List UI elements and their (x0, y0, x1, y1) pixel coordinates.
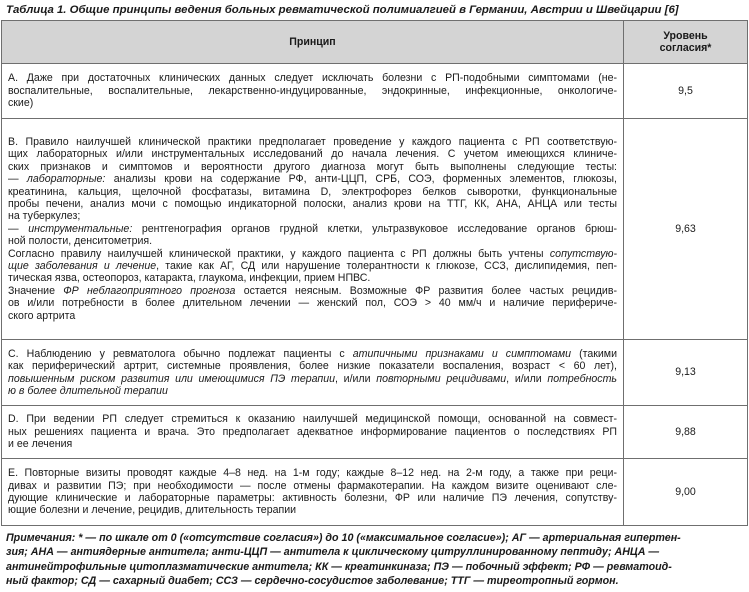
principle-e-line-4: ющие болезни и лечение, рецидив, длительность терапии (8, 504, 297, 517)
table-row-a (2, 64, 748, 119)
principle-b-line-6: пробы печени, анализ мочи с помощью индикаторной полоски, анализ крови на ТТГ, КК, АНА, АНЦА или тесты (8, 197, 617, 210)
and-or-text-1: , и/или (335, 372, 377, 385)
laboratory-tests-text: анализы крови на содержание РФ, анти-ЦЦП, СРБ, СОЭ, форменных элементов, глюкозы, (105, 173, 617, 186)
laboratory-label: лабораторные: (26, 173, 106, 186)
principle-c-cell (2, 340, 624, 406)
atypical-signs-label: атипичными признаками и симптомами (352, 347, 571, 360)
principles-table (1, 20, 748, 526)
principle-d-line-2: ных решениях пациента и врача. Это предполагает адекватное информирование пациентов о последствиях РП (8, 425, 617, 438)
principle-b-line-15: ского артрита (8, 309, 76, 322)
agreement-a-value: 9,5 (624, 64, 748, 119)
table-row-e (2, 459, 748, 526)
notes-line-2: зия; АНА — антиядерные антитела; анти-ЦЦП — антитела к циклическому цитруллинированному пептиду; АНЦА — (6, 546, 660, 559)
agreement-b-value: 9,63 (624, 119, 748, 340)
principle-e-cell (2, 459, 624, 526)
longer-therapy-label-start: потребность (547, 372, 617, 385)
principle-b-line-12: тическая язва, остеопороз, катаракта, глаукома, инфекции, прием НПВС. (8, 272, 371, 285)
principle-a-line-1: А. Даже при достаточных клинических данных следует исключать болезни с РП-подобными симптомами (не- (8, 72, 617, 85)
header-row (2, 21, 748, 64)
prognosis-factors-label: ФР неблагоприятного прогноза (63, 284, 236, 297)
prognosis-intro-text: Значение (8, 284, 64, 297)
principle-b-line-2: щих лабораторных и/или инструментальных исследований до начала лечения. С учетом имеющихся клиниче- (8, 148, 617, 161)
instrumental-label: инструментальные: (28, 222, 133, 235)
principle-a-line-3: ские) (8, 97, 34, 110)
principle-b-line-8 (8, 223, 617, 235)
increased-risk-label: повышенным риском развития или имеющимися ПЭ терапии (8, 372, 335, 385)
agreement-e-value: 9,00 (624, 459, 748, 526)
comorbidity-label-start: сопутствую- (549, 247, 617, 260)
principle-b-line-4 (8, 173, 617, 185)
dash: — (8, 222, 29, 235)
agreement-c-value: 9,13 (624, 340, 748, 406)
notes-line-3: антинейтрофильные цитоплазматические антитела; КК — креатинкиназа; ПЭ — побочный эффект; РФ — ревматоид- (6, 560, 672, 573)
principle-b-line-11 (8, 260, 617, 272)
principle-a-cell (2, 64, 624, 119)
principle-c-line-3 (8, 373, 617, 385)
table-row-d (2, 406, 748, 459)
comorbidity-label-end: щие заболевания и лечение (8, 260, 157, 273)
principle-b-line-13 (8, 285, 617, 297)
notes-line-1: Примечания: * — по шкале от 0 («отсутствие согласия») до 10 («максимальное согласие»); АГ — артериальная гипертен- (6, 532, 681, 544)
principle-b-line-9: ной полости, денситометрия. (8, 235, 153, 248)
principle-e-line-3: дующие клинические и лабораторные параметры: активность болезни, ФР или наличие ПЭ лечения, сопутству- (8, 492, 617, 504)
table-row-b (2, 119, 748, 340)
principle-a-line-2: воспалительные, воспалительные, лекарственно-индуцированные, эндокринные, инфекционные, онкологиче- (8, 84, 617, 97)
table-row-c (2, 340, 748, 406)
principle-b-line-1: В. Правило наилучшей клинической практики предполагает проведение у каждого пациента с РП соответствую- (8, 135, 617, 148)
prognosis-text: остается неясным. Возможные ФР развития более частых рецидив- (235, 284, 618, 297)
agreement-header-line-1: Уровень (663, 29, 708, 42)
principle-b-line-5: креатинина, кальция, щелочной фосфатазы, витамина D, электрофорез белков сыворотки, функциональные (8, 185, 617, 198)
principle-c-line-2: как периферический артрит, системные проявления, более низкие показатели воспаления, возраст < 60 лет), (8, 360, 617, 373)
agreement-d-value: 9,88 (624, 406, 748, 459)
table-notes (6, 531, 746, 588)
repeated-relapses-label: повторными рецидивами (376, 372, 507, 385)
principle-c-line-4 (8, 385, 617, 397)
instrumental-tests-text: рентгенография органов грудной клетки, ультразвуковое исследование органов брюш- (132, 222, 617, 235)
agreement-header-line-2: согласия* (659, 42, 712, 54)
principle-b-line-3: ских признаков и симптомов и вероятности другого диагноза могут быть выполнены следующие тесты: (8, 160, 617, 173)
principle-b-line-14: ов и/или потребности в более длительном лечении — женский пол, СОЭ > 40 мм/ч и наличие перифериче- (8, 297, 617, 310)
principle-b-line-10 (8, 248, 617, 260)
notes-line-4: ный фактор; СД — сахарный диабет; ССЗ — сердечно-сосудистое заболевание; ТТГ — тиреотропный гормон. (6, 574, 619, 587)
agreement-column-header (624, 21, 748, 64)
principle-b-cell (2, 119, 624, 340)
such-as-text: (такими (571, 347, 617, 360)
principle-column-header (2, 21, 624, 64)
principle-d-line-3: и ее лечения (8, 438, 73, 451)
comorbidity-intro-text: Согласно правилу наилучшей клинической практики, у каждого пациента с РП должны быть учтены (8, 247, 550, 260)
dash: — (8, 173, 27, 186)
principle-e-line-2: дивах и развитии ПЭ; при необходимости — после отмены фармакотерапии. На каждом визите оценивают сле- (8, 479, 617, 492)
comorbidity-list-text: , такие как АГ, СД или нарушение толерантности к глюкозе, ССЗ, дислипидемия, пеп- (156, 260, 617, 273)
principle-d-cell (2, 406, 624, 459)
observation-intro-text: С. Наблюдению у ревматолога обычно подлежат пациенты с (8, 347, 353, 360)
principle-header-label: Принцип (289, 35, 336, 48)
principle-b-line-7: на туберкулез; (8, 210, 81, 223)
table-caption: Таблица 1. Общие принципы ведения больных ревматической полимиалгией в Германии, Австрии и Швейцарии [6] (6, 4, 679, 16)
longer-therapy-label-end: ю в более длительной терапии (8, 384, 168, 397)
principle-e-line-1: Е. Повторные визиты проводят каждые 4–8 нед. на 1-м году; каждые 8–12 нед. на 2-м году, а также при реци- (8, 467, 617, 480)
principle-d-line-1: D. При ведении РП следует стремиться к оказанию наилучшей медицинской помощи, основанной на совмест- (8, 413, 617, 426)
principle-c-line-1 (8, 348, 617, 360)
and-or-text-2: , и/или (506, 372, 548, 385)
